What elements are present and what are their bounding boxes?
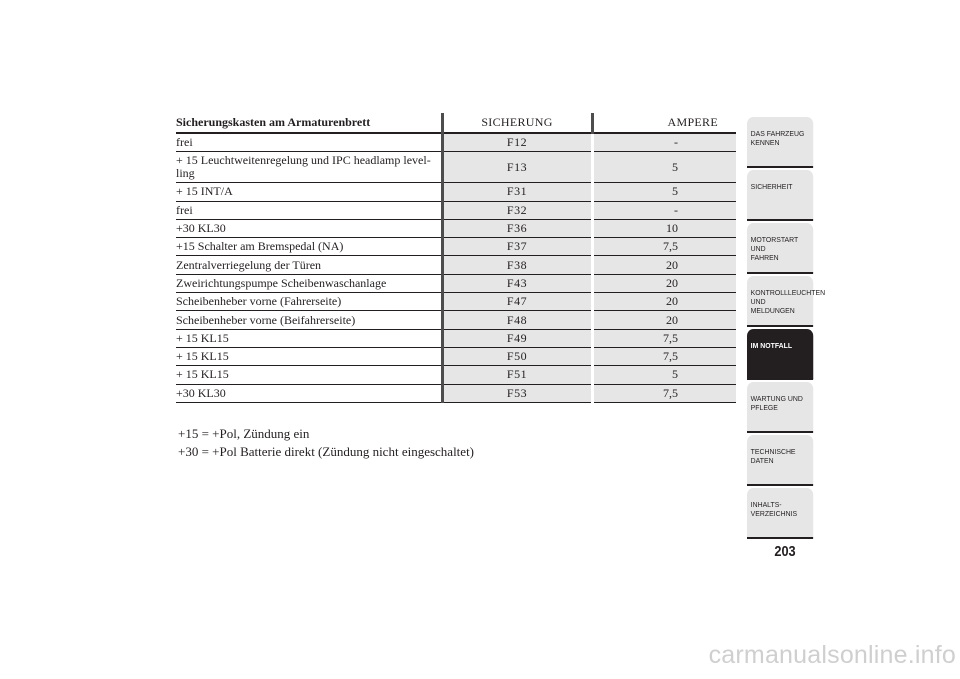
chapter-tab[interactable] (747, 329, 813, 380)
chapter-tab-label: WARTUNG UND (750, 394, 803, 403)
header-fuse: SICHERUNG (442, 113, 592, 133)
header-location: Sicherungskasten am Armaturenbrett (176, 113, 442, 133)
fuse-id: F49 (442, 329, 592, 347)
fuse-id: F38 (442, 256, 592, 274)
chapter-tab-label: PFLEGE (750, 403, 778, 412)
fuse-id: F53 (442, 384, 592, 402)
fuse-ampere: 20 (592, 293, 736, 311)
table-row (176, 238, 736, 256)
chapter-tab[interactable] (747, 276, 826, 327)
fuse-ampere: 5 (592, 366, 736, 384)
table-row (176, 152, 736, 183)
page-number: 203 (774, 543, 796, 560)
chapter-tab-label: DATEN (750, 456, 774, 465)
circuit-description: +15 Schalter am Bremspedal (NA) (176, 238, 442, 256)
table-row (176, 384, 736, 402)
chapter-tab-label: IM NOTFALL (750, 341, 793, 350)
circuit-description: + 15 KL15 (176, 329, 442, 347)
circuit-description: +30 KL30 (176, 219, 442, 237)
circuit-description: + 15 KL15 (176, 366, 442, 384)
fuse-ampere: 5 (592, 183, 736, 201)
circuit-description: Zweirichtungspumpe Scheibenwaschanlage (176, 274, 442, 292)
chapter-tab-label: INHALTS- (750, 500, 782, 509)
circuit-description: frei (176, 133, 442, 152)
fuse-id: F37 (442, 238, 592, 256)
fuse-id: F12 (442, 133, 592, 152)
footnote-kl30: +30 = +Pol Batterie direkt (Zündung nicht eingeschaltet) (178, 444, 475, 459)
watermark: carmanualsonline.info (708, 641, 956, 669)
circuit-description: + 15 Leuchtweitenregelung und IPC headlamp level-ling (176, 152, 442, 183)
fuse-table (176, 113, 736, 403)
fuse-id: F48 (442, 311, 592, 329)
chapter-tab-label: KONTROLLLEUCHTEN (750, 288, 826, 297)
fuse-table-body (176, 133, 736, 402)
fuse-ampere: 20 (592, 256, 736, 274)
circuit-description: Scheibenheber vorne (Fahrerseite) (176, 293, 442, 311)
footnotes (178, 425, 474, 461)
fuse-id: F50 (442, 347, 592, 365)
fuse-id: F36 (442, 219, 592, 237)
fuse-id: F51 (442, 366, 592, 384)
footnote-kl15: +15 = +Pol, Zündung ein (178, 426, 310, 441)
table-row (176, 366, 736, 384)
chapter-tab-label: UND MELDUNGEN (750, 297, 795, 315)
circuit-description: Scheibenheber vorne (Beifahrerseite) (176, 311, 442, 329)
chapter-tab[interactable] (747, 488, 813, 539)
table-row (176, 256, 736, 274)
table-row (176, 219, 736, 237)
chapter-tab-label: FAHREN (750, 253, 779, 262)
chapter-tab-label: SICHERHEIT (750, 182, 793, 191)
fuse-id: F47 (442, 293, 592, 311)
table-row (176, 201, 736, 219)
chapter-tabs (747, 117, 826, 541)
table-row (176, 274, 736, 292)
fuse-ampere: 5 (592, 152, 736, 183)
fuse-ampere: 20 (592, 311, 736, 329)
fuse-ampere: 7,5 (592, 238, 736, 256)
fuse-id: F13 (442, 152, 592, 183)
fuse-ampere: 7,5 (592, 347, 736, 365)
fuse-ampere: 10 (592, 219, 736, 237)
chapter-tab-label: TECHNISCHE (750, 447, 796, 456)
chapter-tab-label: VERZEICHNIS (750, 509, 798, 518)
fuse-ampere: 7,5 (592, 384, 736, 402)
fuse-ampere: 7,5 (592, 329, 736, 347)
chapter-tab[interactable] (747, 223, 813, 274)
header-ampere: AMPERE (592, 113, 736, 133)
fuse-ampere: - (592, 201, 736, 219)
circuit-description: +30 KL30 (176, 384, 442, 402)
chapter-tab[interactable] (747, 435, 813, 486)
circuit-description: + 15 INT/A (176, 183, 442, 201)
table-row (176, 347, 736, 365)
fuse-ampere: - (592, 133, 736, 152)
chapter-tab[interactable] (747, 117, 813, 168)
table-row (176, 183, 736, 201)
table-row (176, 133, 736, 152)
table-header-row (176, 113, 736, 133)
chapter-tab[interactable] (747, 382, 813, 433)
chapter-tab-label: DAS FAHRZEUG (750, 129, 805, 138)
chapter-tab-label: MOTORSTART UND (750, 235, 799, 253)
fuse-id: F32 (442, 201, 592, 219)
chapter-tab[interactable] (747, 170, 813, 221)
fuse-ampere: 20 (592, 274, 736, 292)
circuit-description: Zentralverriegelung der Türen (176, 256, 442, 274)
fuse-id: F31 (442, 183, 592, 201)
table-row (176, 311, 736, 329)
fuse-id: F43 (442, 274, 592, 292)
table-row (176, 293, 736, 311)
table-row (176, 329, 736, 347)
circuit-description: + 15 KL15 (176, 347, 442, 365)
chapter-tab-label: KENNEN (750, 138, 780, 147)
circuit-description: frei (176, 201, 442, 219)
